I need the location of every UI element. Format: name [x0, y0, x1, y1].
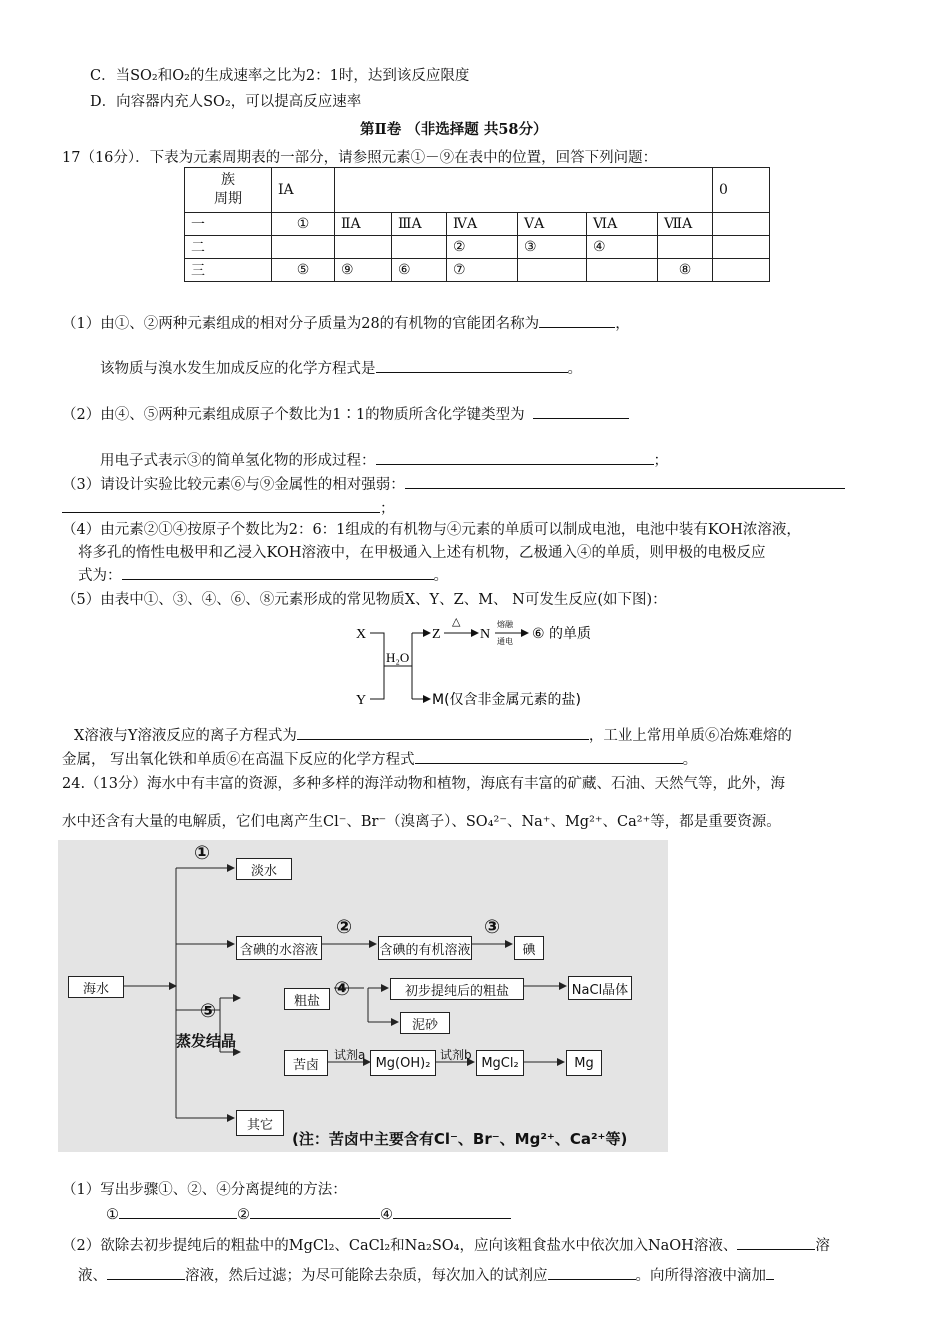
q17-part5c-text: 金属， 写出氧化铁和单质⑥在高温下反应的化学方程式 [62, 752, 415, 768]
corner-group-label: 族 [221, 172, 235, 188]
box-mg-chloride: MgCl₂ [476, 1050, 524, 1076]
group-header: ⅦA [658, 213, 713, 236]
punct: 。 [567, 361, 582, 377]
electrolysis-label: 通电 [497, 637, 513, 646]
group-header: ⅢA [392, 213, 447, 236]
corner-period-label: 周期 [214, 191, 242, 207]
melt-label: 熔融 [497, 620, 513, 629]
q17-part5: （5）由表中①、③、④、⑥、⑧元素形成的常见物质X、Y、Z、M、 N可发生反应(如下图)： [62, 592, 667, 608]
box-iodine-aqueous: 含碘的水溶液 [236, 936, 322, 960]
step-4-label: ④ [334, 978, 351, 1000]
q17-part4b: 将多孔的惰性电极甲和乙浸入KOH溶液中，在甲极通入上述有机物，乙极通入④的单质，则甲极的电极反应 [78, 545, 766, 561]
table-cell [713, 236, 770, 259]
box-mud: 泥砂 [400, 1012, 450, 1034]
answer-blank[interactable] [539, 313, 615, 328]
answer-blank[interactable] [62, 498, 380, 513]
punct: ； [380, 501, 395, 517]
q24-part2b-text3: 。向所得溶液中滴加 [635, 1268, 766, 1284]
q17-part3-cont [62, 497, 395, 518]
q24-part2a-text: （2）欲除去初步提纯后的粗盐中的MgCl₂、CaCl₂和Na₂SO₄，应向该粗食盐水中依次加入NaOH溶液、 [62, 1238, 738, 1254]
reagent-b-label: 试剂b [440, 1048, 472, 1062]
answer-blank[interactable] [376, 358, 568, 373]
q17-part4c [78, 564, 448, 585]
cell-element-3: ③ [518, 236, 587, 259]
punct: 。 [682, 752, 698, 768]
cell-element-6: ⑥ [392, 259, 447, 282]
box-crude-salt: 粗盐 [284, 988, 330, 1010]
q17-part3-text: （3）请设计实验比较元素⑥与⑨金属性的相对强弱： [62, 477, 405, 493]
group-ia-header: IA [272, 168, 335, 213]
q24-part2b-text1: 液、 [78, 1268, 107, 1284]
q17-part2a [62, 403, 629, 424]
period-label: 二 [185, 236, 272, 259]
box-fresh-water: 淡水 [236, 858, 292, 880]
q24-part2b [78, 1264, 774, 1285]
q17-part5b-text: X溶液与Y溶液反应的离子方程式为 [74, 728, 297, 744]
species-n: N [480, 627, 491, 642]
period-label: 一 [185, 213, 272, 236]
answer-blank[interactable] [297, 725, 589, 740]
answer-label-2: ② [237, 1207, 250, 1223]
punct: ； [653, 453, 668, 469]
cell-element-9: ⑨ [335, 259, 392, 282]
q24-intro-line1: 24.（13分）海水中有丰富的资源，多种多样的海洋动物和植物，海底有丰富的矿藏、石油、天然气等，此外，海 [62, 776, 786, 792]
box-iodine: 碘 [514, 936, 544, 960]
cell-element-1: ① [272, 213, 335, 236]
answer-blank[interactable] [737, 1235, 815, 1250]
step-1-label: ① [194, 842, 211, 864]
box-mg-hydroxide: Mg(OH)₂ [370, 1050, 436, 1076]
cell-element-4: ④ [587, 236, 658, 259]
answer-blank[interactable] [376, 450, 654, 465]
box-iodine-organic: 含碘的有机溶液 [378, 936, 472, 960]
cell-element-5: ⑤ [272, 259, 335, 282]
box-seawater: 海水 [68, 976, 124, 998]
punct: 。 [433, 568, 448, 584]
answer-blank[interactable] [393, 1204, 511, 1219]
group-header: ⅤA [518, 213, 587, 236]
heat-symbol: △ [452, 615, 461, 628]
answer-blank[interactable] [119, 1204, 237, 1219]
table-cell [335, 236, 392, 259]
answer-blank[interactable] [405, 474, 845, 489]
species-x: X [356, 627, 367, 642]
q17-part1a [62, 312, 630, 333]
species-y: Y [356, 693, 367, 708]
table-cell [658, 236, 713, 259]
option-c: C．当SO₂和O₂的生成速率之比为2：1时，达到该反应限度 [90, 68, 470, 84]
option-d: D．向容器内充人SO₂，可以提高反应速率 [90, 94, 362, 110]
species-m: M(仅含非金属元素的盐) [432, 692, 582, 708]
group-header: ⅣA [447, 213, 518, 236]
q24-intro-line2: 水中还含有大量的电解质，它们电离产生Cl⁻、Br⁻（溴离子）、SO₄²⁻、Na⁺、Mg²⁺、Ca²⁺等，都是重要资源。 [62, 814, 781, 830]
box-other: 其它 [236, 1110, 284, 1136]
q17-part2a-text: （2）由④、⑤两种元素组成原子个数比为1∶1的物质所含化学键类型为 [62, 407, 525, 423]
q17-intro: 17（16分）．下表为元素周期表的一部分，请参照元素①－⑨在表中的位置，回答下列问题： [62, 150, 658, 166]
step-3-label: ③ [484, 916, 501, 938]
q17-part5b [74, 724, 792, 745]
q17-part4a: （4）由元素②①④按原子个数比为2：6：1组成的有机物与④元素的单质可以制成电池，电池中装有KOH浓溶液， [62, 522, 801, 538]
box-nacl-crystal: NaCl晶体 [568, 976, 632, 1000]
answer-blank[interactable] [548, 1265, 636, 1280]
q24-part1: （1）写出步骤①、②、④分离提纯的方法： [62, 1182, 347, 1198]
answer-blank[interactable] [250, 1204, 380, 1219]
q24-part2a [62, 1234, 830, 1255]
seawater-flowchart [58, 840, 668, 1152]
table-cell [587, 259, 658, 282]
table-cell [518, 259, 587, 282]
group-header: ⅥA [587, 213, 658, 236]
step-5-label: ⑤ [200, 1000, 217, 1022]
q17-part1b [100, 357, 582, 378]
punct: ， [615, 316, 630, 332]
answer-blank[interactable] [415, 749, 683, 764]
q17-part5b-mid: ，工业上常用单质⑥冶炼难熔的 [588, 728, 792, 744]
section-title: 第Ⅱ卷 （非选择题 共58分） [360, 121, 548, 138]
table-corner [185, 168, 272, 213]
header-spacer [335, 168, 713, 213]
species-z: Z [432, 627, 441, 642]
reagent-a-label: 试剂a [334, 1048, 366, 1062]
period-label: 三 [185, 259, 272, 282]
answer-blank[interactable] [122, 565, 434, 580]
evaporation-label: 蒸发结晶 [176, 1032, 237, 1050]
product-element-6: ⑥ 的单质 [532, 626, 592, 642]
answer-label-4: ④ [380, 1207, 393, 1223]
group-header: ⅡA [335, 213, 392, 236]
q17-part2b-text: 用电子式表示③的简单氢化物的形成过程： [100, 453, 376, 469]
q24-part2a-end: 溶 [815, 1238, 830, 1254]
q24-part2b-text2: 溶液，然后过滤；为尽可能除去杂质，每次加入的试剂应 [185, 1268, 548, 1284]
bittern-note: (注：苦卤中主要含有Cl⁻、Br⁻、Mg²⁺、Ca²⁺等) [292, 1130, 628, 1148]
answer-blank[interactable] [766, 1265, 774, 1280]
q17-part3 [62, 473, 845, 494]
cell-element-8: ⑧ [658, 259, 713, 282]
q17-part1b-text: 该物质与溴水发生加成反应的化学方程式是 [100, 361, 376, 377]
cell-element-2: ② [447, 236, 518, 259]
q17-part5c [62, 748, 697, 769]
q17-part2b [100, 449, 668, 470]
group-0-header: 0 [713, 168, 770, 213]
answer-blank[interactable] [533, 404, 629, 419]
table-cell [392, 236, 447, 259]
scheme-bracket-left [370, 633, 384, 699]
answer-blank[interactable] [107, 1265, 185, 1280]
box-magnesium: Mg [566, 1050, 602, 1076]
periodic-table [184, 167, 770, 282]
q17-part4c-text: 式为： [78, 568, 122, 584]
table-cell [713, 259, 770, 282]
q24-part1-answers [106, 1204, 511, 1223]
table-cell [272, 236, 335, 259]
q17-part1a-text: （1）由①、②两种元素组成的相对分子质量为28的有机物的官能团名称为 [62, 316, 540, 332]
water-label: H₂O [386, 650, 410, 665]
table-cell [713, 213, 770, 236]
box-bittern: 苦卤 [284, 1050, 328, 1076]
cell-element-7: ⑦ [447, 259, 518, 282]
step-2-label: ② [336, 916, 353, 938]
box-purified-salt: 初步提纯后的粗盐 [390, 978, 524, 1000]
answer-label-1: ① [106, 1207, 119, 1223]
reaction-scheme [340, 612, 640, 712]
